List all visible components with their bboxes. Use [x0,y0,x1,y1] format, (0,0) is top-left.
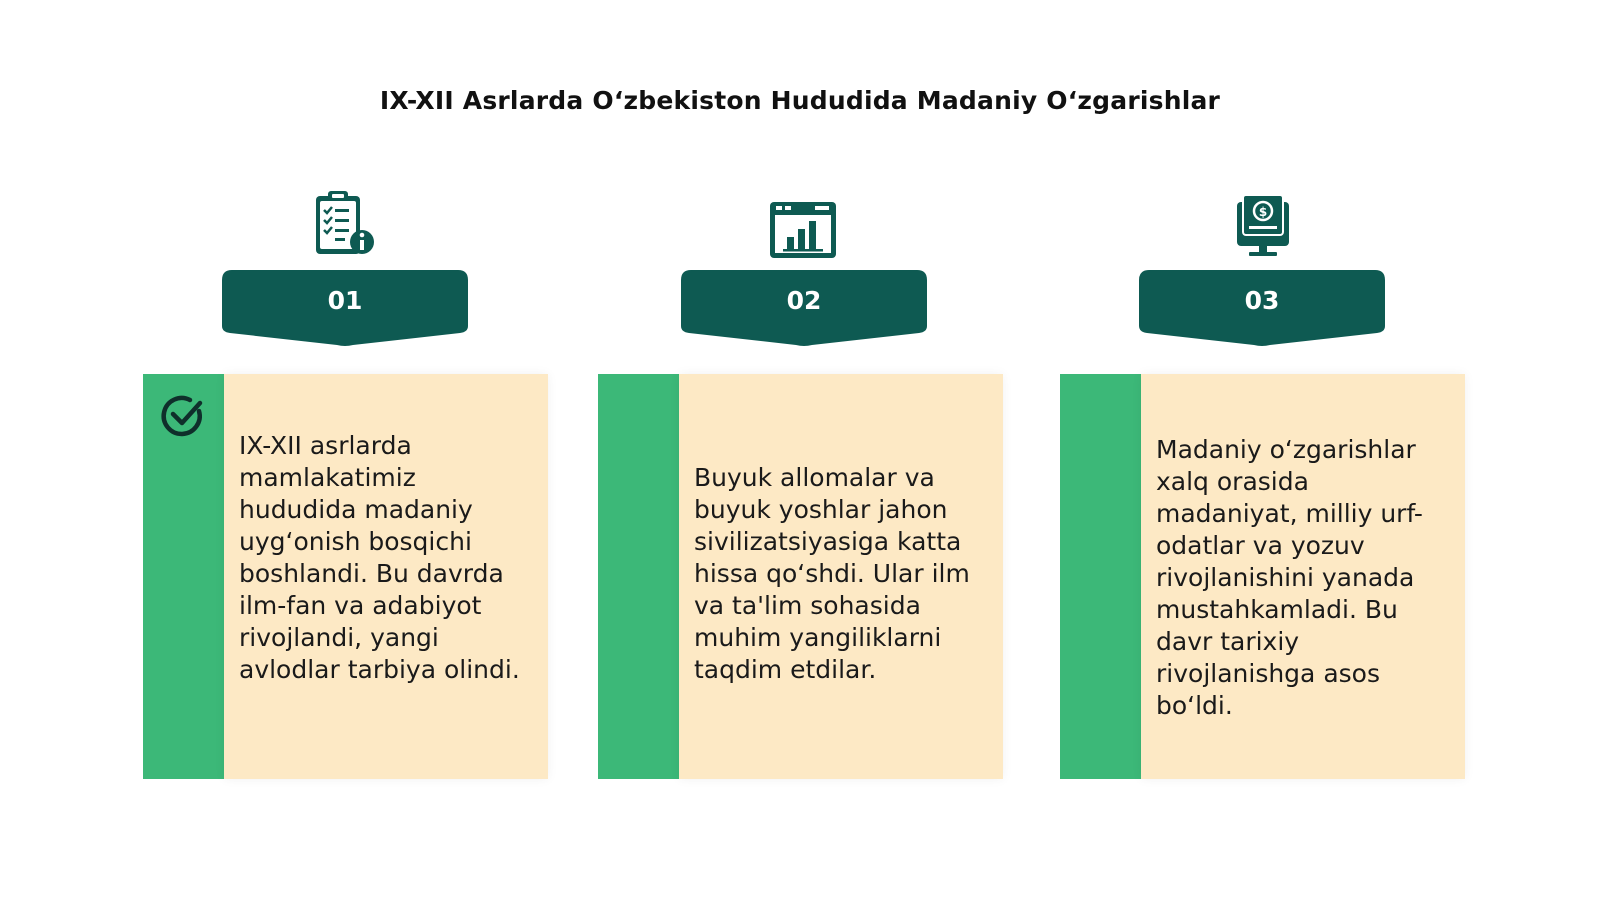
step-card-02 [598,374,1003,779]
step-number: 03 [1244,286,1280,315]
page-title: IX-XII Asrlarda O‘zbekiston Hududida Madaniy O‘zgarishlar [379,86,1221,115]
step-badge-03 [1139,270,1385,346]
clipboard-checklist-info-icon [309,188,381,260]
step-description: Madaniy o‘zgarishlar xalq orasida madaniyat, milliy urf-odatlar va yozuv rivojlanishini yanada mustahkamladi. Bu davr tarixiy rivojlanishga asos bo‘ldi. [1156,435,1423,720]
card-accent-bar [598,374,679,779]
step-description: Buyuk allomalar va buyuk yoshlar jahon sivilizatsiyasiga katta hissa qo‘shdi. Ular ilm va ta'lim sohasida muhim yangiliklarni taqdim etdilar. [694,463,970,684]
step-card-03 [1060,374,1465,779]
step-badge-02 [681,270,927,346]
card-accent-bar [143,374,224,779]
check-circle-icon [159,392,207,440]
step-description: IX-XII asrlarda mamlakatimiz hududida madaniy uyg‘onish bosqichi boshlandi. Bu davrda ilm-fan va adabiyot rivojlandi, yangi avlodlar tarbiya olindi. [239,431,520,684]
card-accent-bar [1060,374,1141,779]
step-number: 01 [327,286,363,315]
monitor-dollar-icon [1227,190,1299,262]
bar-chart-window-icon [767,193,839,265]
step-number: 02 [786,286,822,315]
step-card-01 [143,374,548,779]
step-badge-01 [222,270,468,346]
svg-text:$: $ [1258,205,1268,219]
